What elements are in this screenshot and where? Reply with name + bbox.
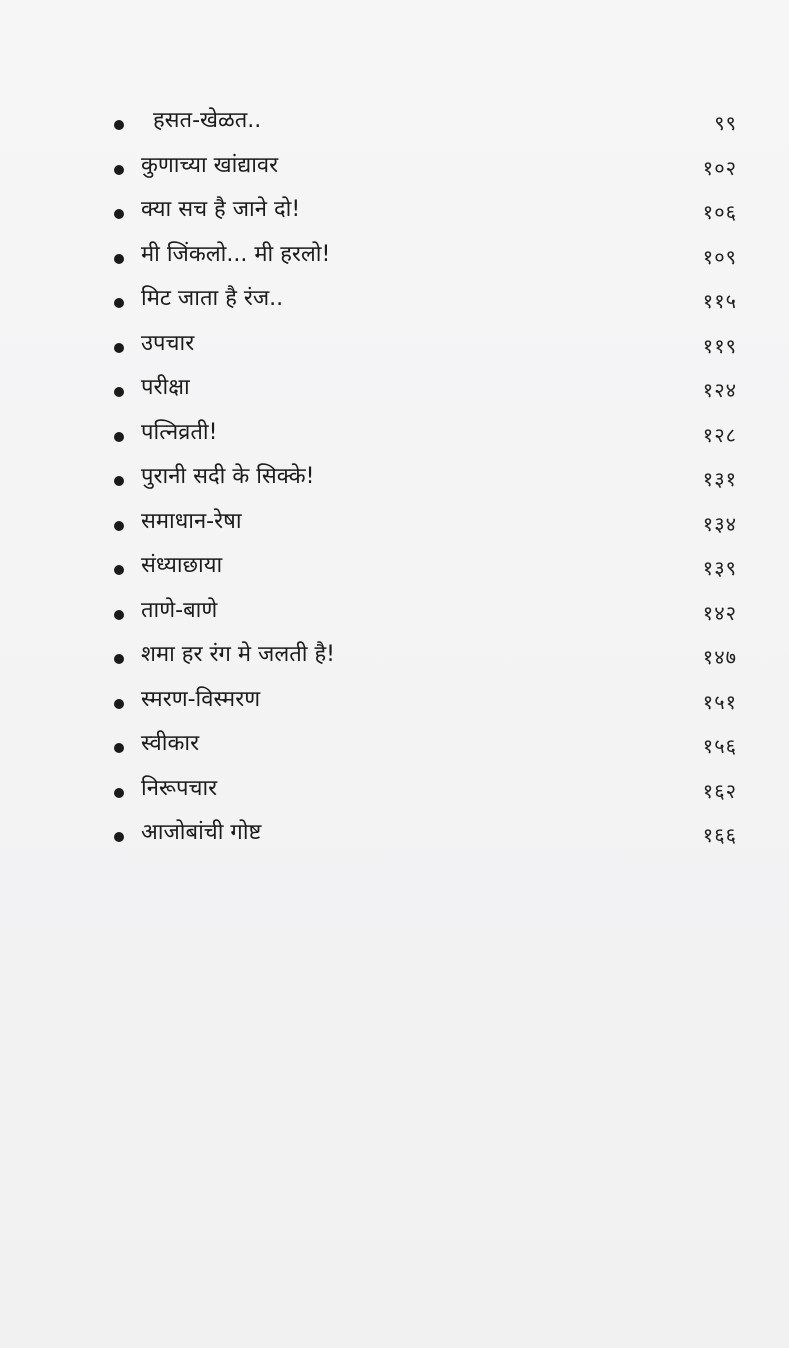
- toc-entry: [0, 725, 789, 770]
- bullet-icon: [114, 654, 124, 664]
- toc-entry-page-number: ११५: [702, 289, 737, 313]
- bullet-icon: [114, 209, 124, 219]
- bullet-icon: [114, 165, 124, 175]
- bullet-icon: [114, 254, 124, 264]
- toc-entry-title: शमा हर रंग मे जलती है!: [141, 642, 335, 667]
- bullet-icon: [114, 521, 124, 531]
- toc-entry-page-number: १३९: [702, 556, 737, 580]
- toc-entry: [0, 770, 789, 815]
- bullet-icon: [114, 432, 124, 442]
- bullet-icon: [114, 610, 124, 620]
- toc-entry-title: मिट जाता है रंज..: [141, 286, 284, 311]
- toc-entry-page-number: ११९: [702, 333, 737, 358]
- toc-entry-title: परीक्षा: [141, 375, 190, 400]
- toc-entry-page-number: १३४: [702, 511, 737, 536]
- toc-entry-page-number: ९९: [714, 111, 737, 135]
- toc-entry: [0, 503, 789, 548]
- toc-entry: [0, 458, 789, 503]
- toc-entry-title: कुणाच्या खांद्यावर: [141, 152, 279, 178]
- bullet-icon: [114, 343, 124, 353]
- table-of-contents: [0, 102, 789, 859]
- toc-entry-page-number: १५१: [702, 689, 737, 714]
- toc-entry-page-number: १४२: [702, 600, 737, 625]
- toc-entry-page-number: १०२: [702, 155, 737, 180]
- toc-entry: [0, 369, 789, 414]
- toc-entry-page-number: १४७: [702, 645, 737, 669]
- toc-entry-title: आजोबांची गोष्ट: [141, 820, 262, 845]
- toc-entry-title: क्या सच है जाने दो!: [141, 197, 301, 222]
- bullet-icon: [114, 699, 124, 709]
- toc-entry: [0, 191, 789, 236]
- toc-entry: [0, 325, 789, 370]
- bullet-icon: [114, 832, 124, 842]
- toc-entry: [0, 102, 789, 147]
- toc-entry: [0, 280, 789, 325]
- toc-entry-title: पत्निव्रती!: [141, 419, 218, 445]
- toc-entry-page-number: १३१: [702, 467, 737, 491]
- bullet-icon: [114, 298, 124, 308]
- toc-entry-page-number: १०९: [702, 244, 737, 269]
- bullet-icon: [114, 387, 124, 397]
- bullet-icon: [114, 565, 124, 575]
- toc-entry-title: स्मरण-विस्मरण: [141, 686, 261, 712]
- bullet-icon: [114, 788, 124, 798]
- toc-entry: [0, 636, 789, 681]
- toc-entry-title: पुरानी सदी के सिक्के!: [141, 464, 315, 489]
- toc-entry: [0, 414, 789, 459]
- toc-entry: [0, 814, 789, 859]
- toc-entry: [0, 147, 789, 192]
- bullet-icon: [114, 120, 124, 130]
- toc-entry-title: मी जिंकलो... मी हरलो!: [141, 241, 331, 267]
- toc-entry-title: हसत-खेळत..: [153, 108, 262, 133]
- toc-entry-title: ताणे-बाणे: [141, 597, 218, 623]
- toc-entry-page-number: १०६: [702, 200, 737, 224]
- toc-entry-title: समाधान-रेषा: [141, 508, 242, 534]
- toc-entry-title: संध्याछाया: [141, 553, 223, 578]
- toc-entry-page-number: १६२: [702, 778, 737, 803]
- toc-entry-title: स्वीकार: [141, 731, 200, 756]
- bullet-icon: [114, 476, 124, 486]
- toc-entry: [0, 592, 789, 637]
- toc-entry-page-number: १२४: [702, 378, 737, 402]
- toc-entry-page-number: १६६: [702, 823, 737, 847]
- toc-entry-title: उपचार: [141, 330, 195, 356]
- bullet-icon: [114, 743, 124, 753]
- toc-entry-page-number: १५६: [702, 734, 737, 758]
- toc-entry-title: निरूपचार: [141, 775, 218, 801]
- toc-entry-page-number: १२८: [702, 422, 737, 447]
- toc-entry: [0, 236, 789, 281]
- toc-entry: [0, 547, 789, 592]
- toc-entry: [0, 681, 789, 726]
